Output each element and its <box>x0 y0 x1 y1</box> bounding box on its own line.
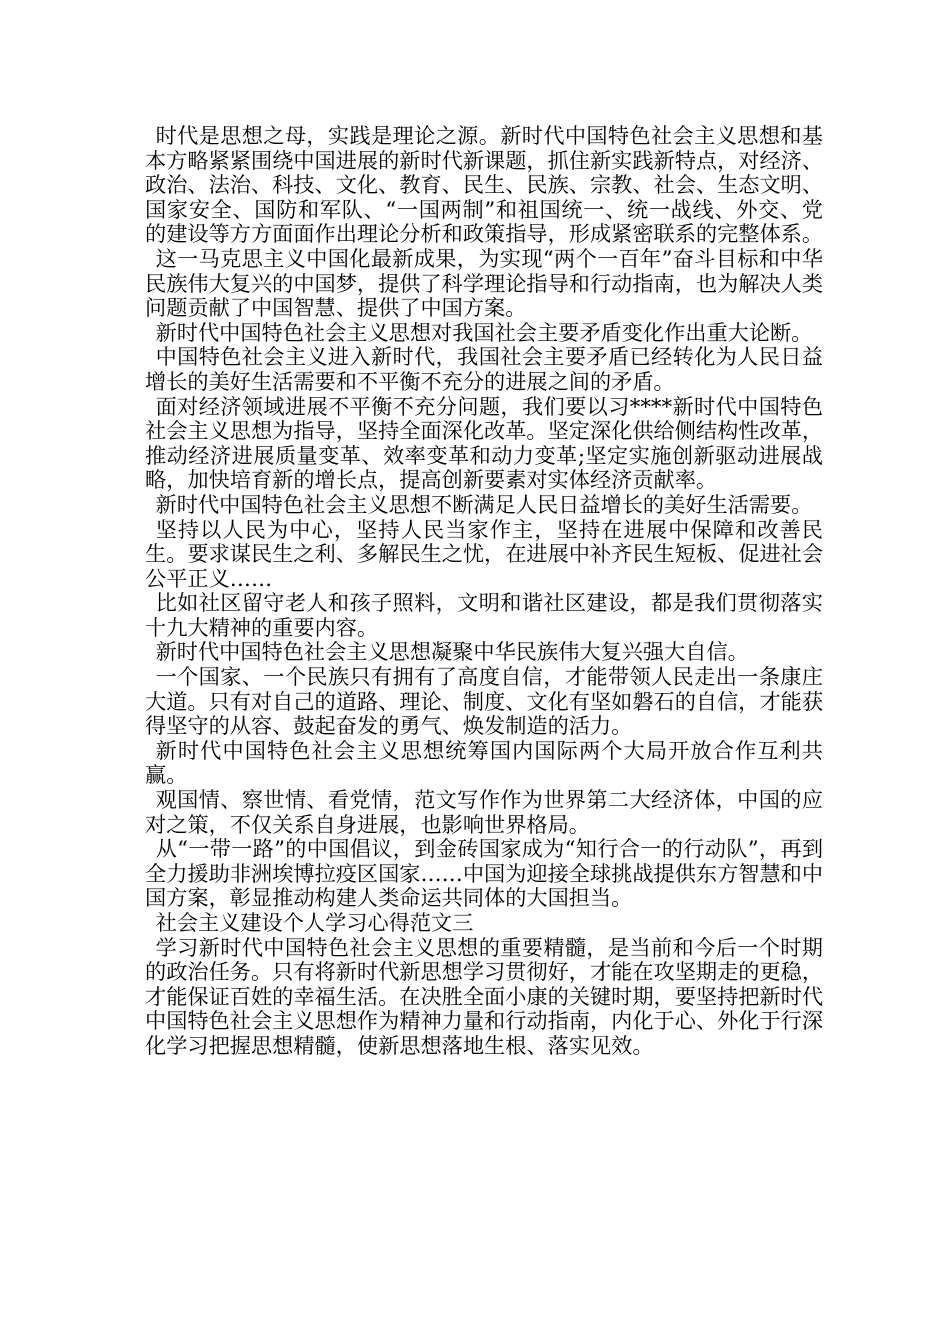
paragraph-12: 观国情、察世情、看党情，范文写作作为世界第二大经济体，中国的应对之策，不仅关系自身进展，也影响世界格局。 <box>145 787 823 837</box>
paragraph-11: 新时代中国特色社会主义思想统筹国内国际两个大局开放合作互利共赢。 <box>145 737 823 788</box>
paragraph-3: 新时代中国特色社会主义思想对我国社会主要矛盾变化作出重大论断。 <box>155 319 813 345</box>
document-body <box>145 124 823 1059</box>
paragraph-1: 时代是思想之母，实践是理论之源。新时代中国特色社会主义思想和基本方略紧紧围绕中国进展的新时代新课题，抓住新实践新特点，对经济、政治、法治、科技、文化、教育、民生、民族、宗教、社会、生态文明、国家安全、国防和军队、“一国两制”和祖国统一、统一战线、外交、党的建设等方方面面作出理论分析和政策指导，形成紧密联系的完整体系。 <box>145 123 824 247</box>
section-heading: 社会主义建设个人学习心得范文三 <box>155 910 474 935</box>
paragraph-15: 学习新时代中国特色社会主义思想的重要精髓，是当前和今后一个时期的政治任务。只有将新时代新思想学习贯彻好，才能在攻坚期走的更稳，才能保证百姓的幸福生活。在决胜全面小康的关键时期，要坚持把新时代中国特色社会主义思想作为精神力量和行动指南，内化于心、外化于行深化学习把握思想精髓，使新思想落地生根、落实见效。 <box>145 934 824 1058</box>
paragraph-4: 中国特色社会主义进入新时代，我国社会主要矛盾已经转化为人民日益增长的美好生活需要和不平衡不充分的进展之间的矛盾。 <box>145 344 823 394</box>
paragraph-8: 比如社区留守老人和孩子照料，文明和谐社区建设，都是我们贯彻落实十九大精神的重要内容。 <box>145 590 823 640</box>
paragraph-13: 从“一带一路”的中国倡议，到金砖国家成为“知行合一的行动队”，再到全力援助非洲埃博拉疫区国家……中国为迎接全球挑战提供东方智慧和中国方案，彰显推动构建人类命运共同体的大国担当。 <box>145 836 824 911</box>
paragraph-10: 一个国家、一个民族只有拥有了高度自信，才能带领人民走出一条康庄大道。只有对自己的道路、理论、制度、文化有坚如磐石的自信，才能获得坚守的从容、鼓起奋发的勇气、焕发制造的活力。 <box>145 664 824 739</box>
paragraph-9: 新时代中国特色社会主义思想凝聚中华民族伟大复兴强大自信。 <box>155 639 749 665</box>
paragraph-6: 新时代中国特色社会主义思想不断满足人民日益增长的美好生活需要。 <box>155 491 813 517</box>
paragraph-5: 面对经济领域进展不平衡不充分问题，我们要以习****新时代中国特色社会主义思想为指导，坚持全面深化改革。坚定深化供给侧结构性改革，推动经济进展质量变革、效率变革和动力变革;坚定实施创新驱动进展战略，加快培育新的增长点，提高创新要素对实体经济贡献率。 <box>145 393 824 493</box>
paragraph-7: 坚持以人民为中心，坚持人民当家作主，坚持在进展中保障和改善民生。要求谋民生之利、多解民生之忧，在进展中补齐民生短板、促进社会公平正义…… <box>145 516 824 591</box>
paragraph-2: 这一马克思主义中国化最新成果，为实现“两个一百年”奋斗目标和中华民族伟大复兴的中国梦，提供了科学理论指导和行动指南，也为解决人类问题贡献了中国智慧、提供了中国方案。 <box>145 245 824 321</box>
